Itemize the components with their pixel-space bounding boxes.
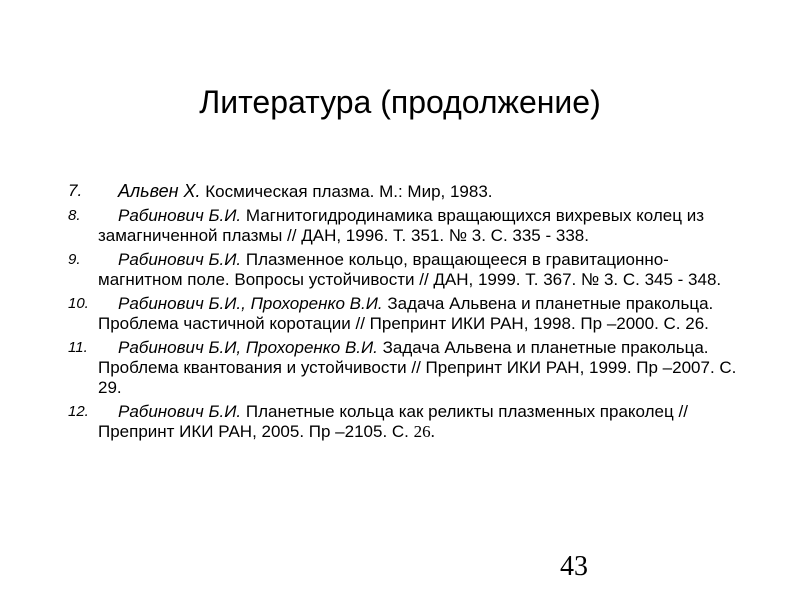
reference-number: 11. [68,339,88,356]
reference-author: Рабинович Б.И, Прохоренко В.И. [118,338,378,357]
reference-text: Задача Альвена и планетные пракольца. Проблема частичной коротации // Препринт ИКИ РАН, 1998. Пр –2000. С. 26. [98,294,714,333]
reference-item [68,294,738,334]
reference-item [68,181,738,202]
reference-author: Рабинович Б.И. [118,250,242,269]
reference-item [68,402,738,442]
reference-text: Плазменное кольцо, вращающееся в гравитационно-магнитном поле. Вопросы устойчивости // ДАН, 1999. Т. 367. № 3. С. 345 - 348. [98,250,722,289]
reference-list [68,181,738,446]
reference-number: 9. [68,251,81,268]
reference-text: Космическая плазма. М.: Мир, 1983. [200,182,493,201]
page-number: 43 [560,551,588,582]
reference-item [68,206,738,246]
reference-item [68,250,738,290]
reference-text: Магнитогидродинамика вращающихся вихревых колец из замагниченной плазмы // ДАН, 1996. Т. 351. № 3. С. 335 - 338. [98,206,704,245]
slide-title: Литература (продолжение) [199,84,601,120]
reference-text: Задача Альвена и планетные пракольца. Проблема квантования и устойчивости // Препринт ИКИ РАН, 1999. Пр –2007. С. 29. [98,338,737,397]
reference-number: 12. [68,403,89,420]
reference-item [68,338,738,398]
reference-text: Планетные кольца как реликты плазменных праколец // Препринт ИКИ РАН, 2005. Пр –2105. С. [98,402,688,441]
reference-author: Рабинович Б.И. [118,206,242,225]
reference-number: 7. [68,181,83,200]
reference-number: 10. [68,295,89,312]
reference-page-count: 26. [413,422,435,441]
reference-author: Рабинович Б.И. [118,402,242,421]
reference-author: Альвен Х. [118,181,201,201]
reference-number: 8. [68,207,81,224]
reference-author: Рабинович Б.И., Прохоренко В.И. [118,294,383,313]
